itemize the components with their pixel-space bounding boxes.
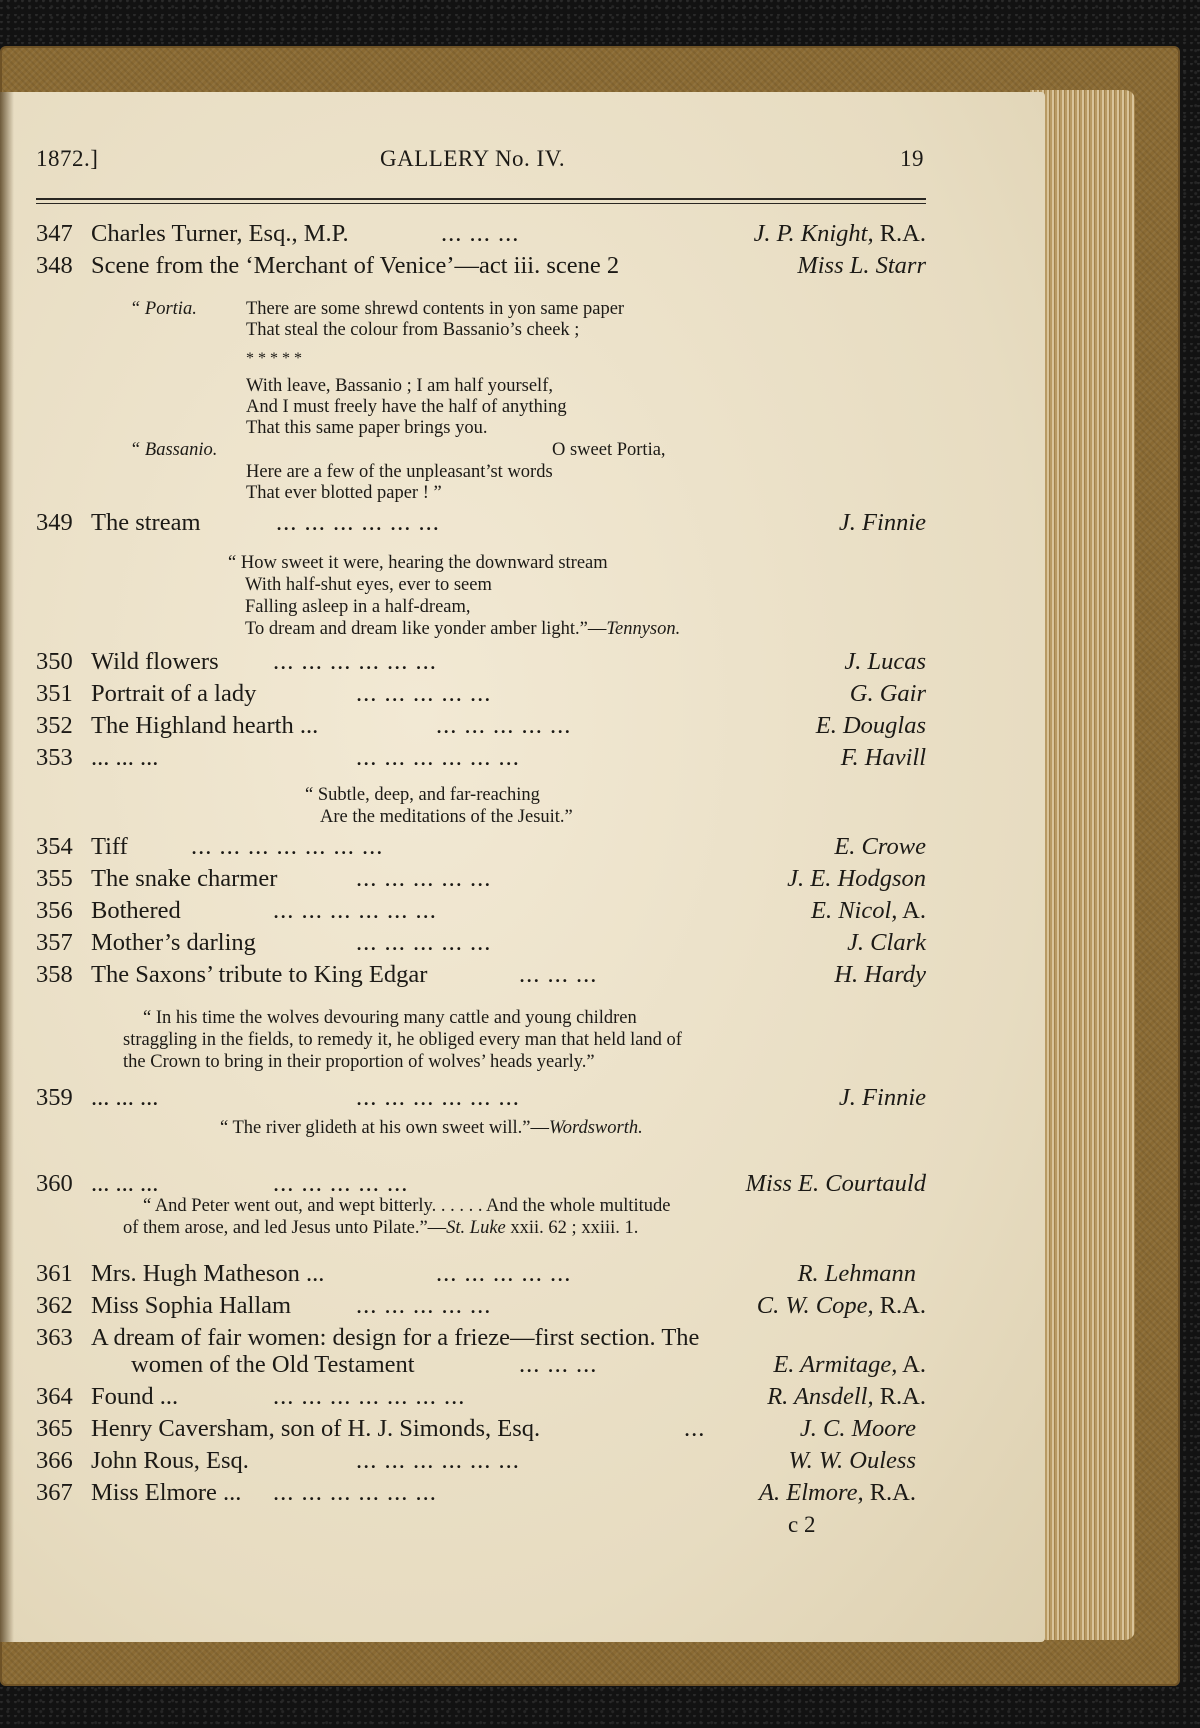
entry-number: 363	[36, 1324, 73, 1351]
quote-line: straggling in the fields, to remedy it, he obliged every man that held land of	[123, 1030, 682, 1050]
catalogue-entry	[36, 1446, 926, 1476]
catalogue-entry	[36, 1291, 926, 1321]
quote-line: “ In his time the wolves devouring many cattle and young children	[143, 1008, 637, 1028]
quote-text: xxii. 62 ; xxiii. 1.	[505, 1218, 639, 1238]
entry-artist	[839, 1083, 926, 1113]
quote-line: “ Subtle, deep, and far-reaching	[305, 785, 540, 805]
entry-number: 353	[36, 744, 73, 771]
entry-title: The snake charmer	[91, 865, 278, 892]
leader-dots: ... ... ... ... ...	[356, 865, 492, 892]
entry-artist	[759, 1478, 916, 1508]
leader-dots: ... ... ... ... ... ...	[356, 744, 520, 771]
entry-title: Mother’s darling	[91, 929, 256, 956]
leader-dots: ... ... ... ... ...	[436, 1260, 572, 1287]
entry-title: Bothered	[91, 897, 181, 924]
artist-honour: R.A.	[873, 1383, 926, 1410]
signature-mark: c 2	[788, 1512, 816, 1537]
catalogue-entry	[36, 679, 926, 709]
quote-line: “ And Peter went out, and wept bitterly. . . . . . And the whole multitude	[143, 1196, 671, 1216]
artist-name: J. Lucas	[844, 648, 926, 675]
entry-title: Scene from the ‘Merchant of Venice’—act iii. scene 2	[91, 252, 620, 279]
entry-number: 356	[36, 897, 73, 924]
quote-speaker: “ Bassanio.	[130, 440, 218, 460]
page-content	[0, 92, 1045, 1642]
artist-honour: R.A.	[863, 1479, 916, 1506]
header-rule-thin	[36, 203, 926, 204]
leader-dots: ... ... ... ... ... ...	[273, 897, 437, 924]
artist-name: J. Finnie	[838, 509, 926, 536]
artist-name: C. W. Cope,	[756, 1292, 874, 1319]
entry-title: ... ... ...	[91, 1170, 159, 1197]
artist-name: A. Elmore,	[759, 1479, 864, 1506]
catalogue-entry	[36, 1259, 926, 1289]
entry-title: Mrs. Hugh Matheson ...	[91, 1260, 325, 1287]
scripture-reference: St. Luke	[446, 1218, 506, 1238]
leader-dots: ... ... ... ... ... ... ...	[273, 1383, 466, 1410]
artist-name: F. Havill	[840, 744, 926, 771]
ellipsis-stars: * * * * *	[246, 350, 302, 367]
entry-artist	[816, 711, 926, 741]
entry-artist	[834, 960, 926, 990]
catalogue-entry	[36, 832, 926, 862]
entry-artist	[839, 508, 926, 538]
artist-honour: A.	[897, 897, 926, 924]
entry-number: 355	[36, 865, 73, 892]
entry-number: 367	[36, 1479, 73, 1506]
artist-name: Miss E. Courtauld	[745, 1170, 926, 1197]
entry-artist	[773, 1350, 926, 1380]
leader-dots: ... ... ...	[519, 1351, 598, 1378]
entry-title: The Highland hearth ...	[91, 712, 319, 739]
entry-title: John Rous, Esq.	[91, 1447, 249, 1474]
leader-dots: ... ... ... ... ... ...	[356, 1447, 520, 1474]
quote-text: “ The river glideth at his own sweet will.”—	[220, 1118, 549, 1138]
catalogue-entry	[36, 508, 926, 538]
leader-dots: ... ... ... ... ... ...	[276, 509, 440, 536]
quote-line: There are some shrewd contents in yon same paper	[246, 299, 625, 319]
entry-artist	[788, 1446, 916, 1476]
leader-dots: ... ... ... ... ...	[273, 1170, 409, 1197]
entry-title: A dream of fair women: design for a frieze—first section. The	[91, 1324, 700, 1351]
header-gallery: GALLERY No. IV.	[380, 146, 566, 171]
entry-artist	[797, 251, 926, 281]
catalogue-entry	[36, 219, 926, 249]
header-year: 1872.]	[36, 146, 99, 171]
artist-name: E. Armitage,	[773, 1351, 898, 1378]
quote-line	[123, 1217, 638, 1239]
quote-line: the Crown to bring in their proportion of wolves’ heads yearly.”	[123, 1052, 595, 1072]
catalogue-entry	[36, 960, 926, 990]
entry-title: Charles Turner, Esq., M.P.	[91, 220, 349, 247]
artist-name: J. C. Moore	[799, 1415, 916, 1442]
artist-name: E. Douglas	[815, 712, 926, 739]
entry-title: ... ... ...	[91, 744, 159, 771]
leader-dots: ... ... ... ... ... ... ...	[191, 833, 384, 860]
entry-number: 359	[36, 1084, 73, 1111]
quote-author: Tennyson.	[606, 619, 681, 639]
quote-line: Falling asleep in a half-dream,	[245, 597, 471, 617]
entry-number: 366	[36, 1447, 73, 1474]
entry-artist	[787, 864, 926, 894]
quote-line: And I must freely have the half of anything	[246, 397, 567, 417]
entry-artist	[834, 832, 926, 862]
quote-line	[245, 618, 680, 640]
quote-line: That steal the colour from Bassanio’s cheek ;	[246, 320, 580, 340]
entry-number: 349	[36, 509, 73, 536]
artist-name: J. P. Knight,	[753, 220, 874, 247]
artist-name: Miss L. Starr	[797, 252, 926, 279]
entry-artist	[754, 219, 926, 249]
catalogue-entry	[36, 1083, 926, 1113]
entry-number: 347	[36, 220, 73, 247]
leader-dots: ...	[684, 1415, 706, 1442]
page-edges	[1030, 90, 1135, 1640]
catalogue-entry	[36, 1323, 926, 1353]
entry-number: 352	[36, 712, 73, 739]
catalogue-entry	[36, 896, 926, 926]
entry-title: Miss Sophia Hallam	[91, 1292, 292, 1319]
artist-name: J. Finnie	[838, 1084, 926, 1111]
leader-dots: ... ... ... ... ... ...	[356, 1084, 520, 1111]
quote-text: To dream and dream like yonder amber light.”—	[245, 619, 607, 639]
artist-name: H. Hardy	[834, 961, 926, 988]
catalogue-entry	[36, 1382, 926, 1412]
catalogue-entry	[36, 864, 926, 894]
entry-number: 357	[36, 929, 73, 956]
leader-dots: ... ... ... ... ... ...	[273, 648, 437, 675]
entry-title: Henry Caversham, son of H. J. Simonds, Esq.	[91, 1415, 541, 1442]
entry-artist	[757, 1291, 926, 1321]
quote-line	[220, 1117, 643, 1139]
artist-honour: R.A.	[873, 1292, 926, 1319]
quote-speaker: “ Portia.	[130, 299, 197, 319]
catalogue-entry	[36, 743, 926, 773]
leader-dots: ... ... ... ... ...	[356, 680, 492, 707]
entry-number: 361	[36, 1260, 73, 1287]
entry-title: The stream	[91, 509, 201, 536]
entry-number: 365	[36, 1415, 73, 1442]
quote-line: With half-shut eyes, ever to seem	[245, 575, 492, 595]
artist-name: E. Crowe	[834, 833, 926, 860]
catalogue-entry	[36, 647, 926, 677]
entry-title: The Saxons’ tribute to King Edgar	[91, 961, 428, 988]
artist-name: J. E. Hodgson	[787, 865, 926, 892]
quote-line: “ How sweet it were, hearing the downward stream	[228, 553, 608, 573]
entry-number: 362	[36, 1292, 73, 1319]
book-page	[0, 92, 1045, 1642]
artist-honour: R.A.	[873, 220, 926, 247]
entry-title: Miss Elmore ...	[91, 1479, 242, 1506]
entry-artist	[746, 1169, 926, 1199]
entry-number: 354	[36, 833, 73, 860]
leader-dots: ... ... ... ... ...	[356, 1292, 492, 1319]
entry-artist	[800, 1414, 916, 1444]
entry-number: 350	[36, 648, 73, 675]
artist-honour: A.	[897, 1351, 926, 1378]
entry-artist	[767, 1382, 926, 1412]
artist-name: G. Gair	[849, 680, 926, 707]
quote-line: With leave, Bassanio ; I am half yourself,	[246, 376, 553, 396]
quote-line: Are the meditations of the Jesuit.”	[320, 807, 573, 827]
leader-dots: ... ... ... ... ... ...	[273, 1479, 437, 1506]
entry-title: ... ... ...	[91, 1084, 159, 1111]
catalogue-entry	[36, 1350, 926, 1380]
header-rule	[36, 198, 926, 200]
entry-artist	[841, 743, 926, 773]
catalogue-entry	[36, 928, 926, 958]
entry-title-continued: women of the Old Testament	[131, 1351, 415, 1378]
quote-line: That ever blotted paper ! ”	[246, 483, 442, 503]
artist-name: J. Clark	[847, 929, 926, 956]
artist-name: R. Lehmann	[797, 1260, 916, 1287]
quote-line: Here are a few of the unpleasant’st words	[246, 462, 553, 482]
entry-number: 360	[36, 1170, 73, 1197]
artist-name: W. W. Ouless	[788, 1447, 916, 1474]
quote-text: of them arose, and led Jesus unto Pilate.”—	[123, 1218, 447, 1238]
catalogue-entry	[36, 251, 926, 281]
entry-artist	[847, 928, 926, 958]
entry-artist	[811, 896, 926, 926]
entry-number: 358	[36, 961, 73, 988]
quote-author: Wordsworth.	[548, 1118, 643, 1138]
entry-title: Wild flowers	[91, 648, 219, 675]
leader-dots: ... ... ... ... ...	[436, 712, 572, 739]
leader-dots: ... ... ...	[441, 220, 520, 247]
artist-name: R. Ansdell,	[767, 1383, 874, 1410]
quote-line: That this same paper brings you.	[246, 418, 488, 438]
entry-number: 351	[36, 680, 73, 707]
catalogue-entry	[36, 711, 926, 741]
catalogue-entry	[36, 1478, 926, 1508]
entry-number: 348	[36, 252, 73, 279]
leader-dots: ... ... ...	[519, 961, 598, 988]
quote-line: O sweet Portia,	[552, 440, 666, 460]
entry-artist	[850, 679, 926, 709]
entry-title: Found ...	[91, 1383, 179, 1410]
page-number: 19	[900, 146, 924, 171]
catalogue-entry	[36, 1414, 926, 1444]
entry-title: Portrait of a lady	[91, 680, 257, 707]
entry-artist	[798, 1259, 916, 1289]
leader-dots: ... ... ... ... ...	[356, 929, 492, 956]
artist-name: E. Nicol,	[810, 897, 898, 924]
binding-gutter	[0, 92, 14, 1642]
entry-title: Tiff	[91, 833, 128, 860]
entry-number: 364	[36, 1383, 73, 1410]
entry-artist	[844, 647, 926, 677]
